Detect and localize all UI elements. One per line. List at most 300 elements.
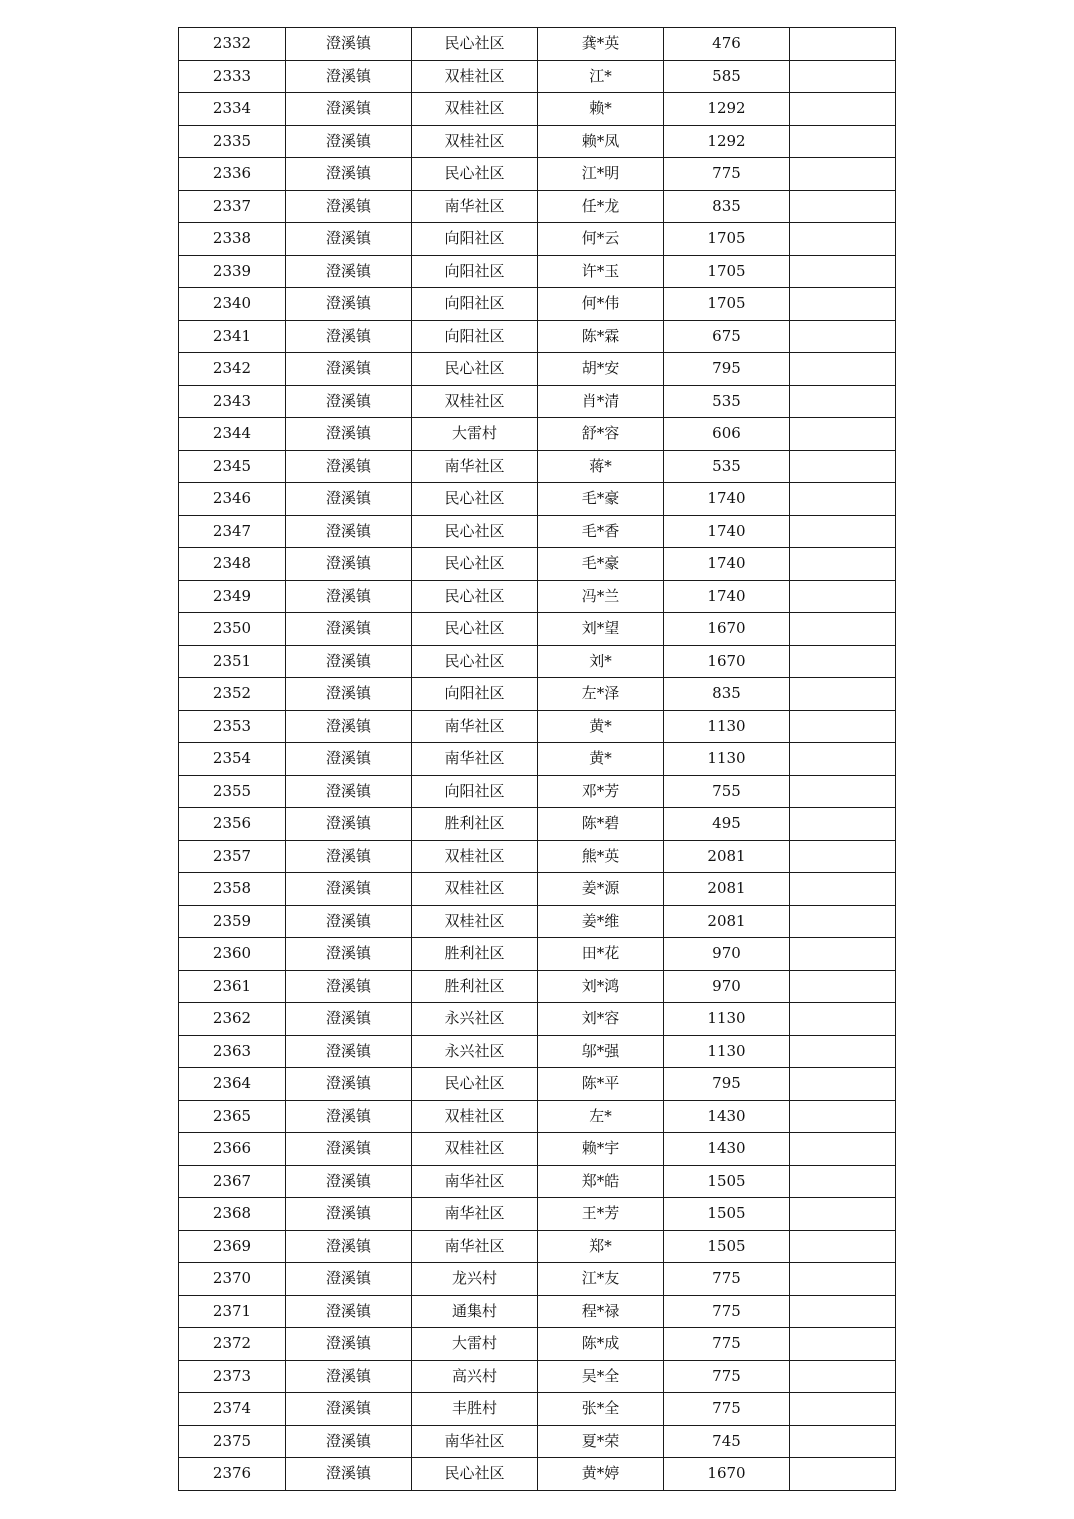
town-cell: 澄溪镇 [286, 483, 412, 516]
serial-number-cell: 2363 [179, 1035, 286, 1068]
community-cell: 胜利社区 [412, 938, 538, 971]
table-row [179, 320, 896, 353]
table-row [179, 938, 896, 971]
town-cell: 澄溪镇 [286, 580, 412, 613]
amount-cell: 970 [664, 938, 790, 971]
town-cell: 澄溪镇 [286, 125, 412, 158]
community-cell: 双桂社区 [412, 93, 538, 126]
remark-cell [790, 1230, 896, 1263]
serial-number-cell: 2362 [179, 1003, 286, 1036]
table-row [179, 548, 896, 581]
table-row [179, 710, 896, 743]
town-cell: 澄溪镇 [286, 1133, 412, 1166]
remark-cell [790, 645, 896, 678]
table-row [179, 743, 896, 776]
remark-cell [790, 1100, 896, 1133]
table-row [179, 1393, 896, 1426]
name-cell: 刘* [538, 645, 664, 678]
town-cell: 澄溪镇 [286, 1360, 412, 1393]
table-row [179, 905, 896, 938]
town-cell: 澄溪镇 [286, 1035, 412, 1068]
community-cell: 双桂社区 [412, 125, 538, 158]
amount-cell: 1130 [664, 710, 790, 743]
community-cell: 双桂社区 [412, 1133, 538, 1166]
serial-number-cell: 2343 [179, 385, 286, 418]
community-cell: 民心社区 [412, 613, 538, 646]
town-cell: 澄溪镇 [286, 1458, 412, 1491]
remark-cell [790, 1165, 896, 1198]
amount-cell: 795 [664, 353, 790, 386]
remark-cell [790, 255, 896, 288]
town-cell: 澄溪镇 [286, 1003, 412, 1036]
serial-number-cell: 2372 [179, 1328, 286, 1361]
amount-cell: 585 [664, 60, 790, 93]
table-row [179, 158, 896, 191]
town-cell: 澄溪镇 [286, 515, 412, 548]
amount-cell: 1705 [664, 288, 790, 321]
town-cell: 澄溪镇 [286, 288, 412, 321]
serial-number-cell: 2354 [179, 743, 286, 776]
remark-cell [790, 1393, 896, 1426]
remark-cell [790, 1263, 896, 1296]
table-row [179, 1003, 896, 1036]
town-cell: 澄溪镇 [286, 1230, 412, 1263]
town-cell: 澄溪镇 [286, 938, 412, 971]
amount-cell: 1430 [664, 1133, 790, 1166]
amount-cell: 1705 [664, 223, 790, 256]
community-cell: 民心社区 [412, 1068, 538, 1101]
community-cell: 大雷村 [412, 418, 538, 451]
name-cell: 刘*望 [538, 613, 664, 646]
name-cell: 毛*豪 [538, 548, 664, 581]
community-cell: 向阳社区 [412, 320, 538, 353]
remark-cell [790, 60, 896, 93]
amount-cell: 1740 [664, 483, 790, 516]
community-cell: 南华社区 [412, 1425, 538, 1458]
serial-number-cell: 2345 [179, 450, 286, 483]
town-cell: 澄溪镇 [286, 320, 412, 353]
community-cell: 南华社区 [412, 743, 538, 776]
town-cell: 澄溪镇 [286, 450, 412, 483]
remark-cell [790, 1068, 896, 1101]
serial-number-cell: 2357 [179, 840, 286, 873]
amount-cell: 535 [664, 450, 790, 483]
name-cell: 郑* [538, 1230, 664, 1263]
amount-cell: 2081 [664, 873, 790, 906]
remark-cell [790, 418, 896, 451]
town-cell: 澄溪镇 [286, 1068, 412, 1101]
community-cell: 民心社区 [412, 353, 538, 386]
name-cell: 王*芳 [538, 1198, 664, 1231]
community-cell: 双桂社区 [412, 840, 538, 873]
town-cell: 澄溪镇 [286, 1263, 412, 1296]
serial-number-cell: 2364 [179, 1068, 286, 1101]
serial-number-cell: 2371 [179, 1295, 286, 1328]
serial-number-cell: 2350 [179, 613, 286, 646]
remark-cell [790, 28, 896, 61]
table-row [179, 1068, 896, 1101]
town-cell: 澄溪镇 [286, 1198, 412, 1231]
name-cell: 蒋* [538, 450, 664, 483]
table-row [179, 353, 896, 386]
amount-cell: 1740 [664, 515, 790, 548]
table-row [179, 1035, 896, 1068]
remark-cell [790, 158, 896, 191]
town-cell: 澄溪镇 [286, 93, 412, 126]
town-cell: 澄溪镇 [286, 1328, 412, 1361]
table-row [179, 1458, 896, 1491]
name-cell: 陈*成 [538, 1328, 664, 1361]
table-row [179, 1230, 896, 1263]
name-cell: 夏*荣 [538, 1425, 664, 1458]
serial-number-cell: 2373 [179, 1360, 286, 1393]
serial-number-cell: 2368 [179, 1198, 286, 1231]
remark-cell [790, 840, 896, 873]
town-cell: 澄溪镇 [286, 1425, 412, 1458]
town-cell: 澄溪镇 [286, 353, 412, 386]
serial-number-cell: 2333 [179, 60, 286, 93]
table-row [179, 1328, 896, 1361]
serial-number-cell: 2353 [179, 710, 286, 743]
serial-number-cell: 2339 [179, 255, 286, 288]
amount-cell: 1670 [664, 1458, 790, 1491]
name-cell: 陈*碧 [538, 808, 664, 841]
table-row [179, 483, 896, 516]
amount-cell: 795 [664, 1068, 790, 1101]
amount-cell: 1430 [664, 1100, 790, 1133]
table-row [179, 678, 896, 711]
table-row [179, 580, 896, 613]
table-row [179, 1425, 896, 1458]
serial-number-cell: 2376 [179, 1458, 286, 1491]
remark-cell [790, 613, 896, 646]
amount-cell: 476 [664, 28, 790, 61]
community-cell: 高兴村 [412, 1360, 538, 1393]
remark-cell [790, 353, 896, 386]
community-cell: 民心社区 [412, 645, 538, 678]
town-cell: 澄溪镇 [286, 255, 412, 288]
serial-number-cell: 2337 [179, 190, 286, 223]
name-cell: 田*花 [538, 938, 664, 971]
serial-number-cell: 2334 [179, 93, 286, 126]
amount-cell: 1670 [664, 645, 790, 678]
table-row [179, 125, 896, 158]
town-cell: 澄溪镇 [286, 970, 412, 1003]
remark-cell [790, 775, 896, 808]
community-cell: 民心社区 [412, 28, 538, 61]
table-row [179, 255, 896, 288]
serial-number-cell: 2352 [179, 678, 286, 711]
amount-cell: 1740 [664, 580, 790, 613]
name-cell: 胡*安 [538, 353, 664, 386]
remark-cell [790, 808, 896, 841]
amount-cell: 2081 [664, 840, 790, 873]
amount-cell: 606 [664, 418, 790, 451]
remark-cell [790, 1198, 896, 1231]
name-cell: 张*全 [538, 1393, 664, 1426]
amount-cell: 775 [664, 1263, 790, 1296]
community-cell: 胜利社区 [412, 970, 538, 1003]
table-row [179, 873, 896, 906]
community-cell: 民心社区 [412, 158, 538, 191]
remark-cell [790, 1425, 896, 1458]
serial-number-cell: 2356 [179, 808, 286, 841]
name-cell: 刘*容 [538, 1003, 664, 1036]
town-cell: 澄溪镇 [286, 743, 412, 776]
serial-number-cell: 2359 [179, 905, 286, 938]
serial-number-cell: 2351 [179, 645, 286, 678]
amount-cell: 495 [664, 808, 790, 841]
amount-cell: 775 [664, 1295, 790, 1328]
name-cell: 刘*鸿 [538, 970, 664, 1003]
amount-cell: 1740 [664, 548, 790, 581]
remark-cell [790, 93, 896, 126]
name-cell: 肖*清 [538, 385, 664, 418]
community-cell: 双桂社区 [412, 60, 538, 93]
serial-number-cell: 2374 [179, 1393, 286, 1426]
community-cell: 民心社区 [412, 548, 538, 581]
name-cell: 黄* [538, 710, 664, 743]
remark-cell [790, 873, 896, 906]
town-cell: 澄溪镇 [286, 613, 412, 646]
name-cell: 毛*香 [538, 515, 664, 548]
table-row [179, 1295, 896, 1328]
town-cell: 澄溪镇 [286, 158, 412, 191]
remark-cell [790, 190, 896, 223]
table-row [179, 613, 896, 646]
amount-cell: 1670 [664, 613, 790, 646]
serial-number-cell: 2366 [179, 1133, 286, 1166]
name-cell: 郑*皓 [538, 1165, 664, 1198]
town-cell: 澄溪镇 [286, 1100, 412, 1133]
serial-number-cell: 2348 [179, 548, 286, 581]
serial-number-cell: 2338 [179, 223, 286, 256]
serial-number-cell: 2349 [179, 580, 286, 613]
name-cell: 黄* [538, 743, 664, 776]
town-cell: 澄溪镇 [286, 60, 412, 93]
name-cell: 邬*强 [538, 1035, 664, 1068]
remark-cell [790, 710, 896, 743]
name-cell: 程*禄 [538, 1295, 664, 1328]
remark-cell [790, 1328, 896, 1361]
community-cell: 南华社区 [412, 1198, 538, 1231]
name-cell: 何*云 [538, 223, 664, 256]
table-row [179, 970, 896, 1003]
serial-number-cell: 2369 [179, 1230, 286, 1263]
serial-number-cell: 2360 [179, 938, 286, 971]
amount-cell: 970 [664, 970, 790, 1003]
amount-cell: 1130 [664, 1035, 790, 1068]
table-row [179, 775, 896, 808]
table-row [179, 28, 896, 61]
town-cell: 澄溪镇 [286, 905, 412, 938]
community-cell: 民心社区 [412, 515, 538, 548]
serial-number-cell: 2367 [179, 1165, 286, 1198]
name-cell: 熊*英 [538, 840, 664, 873]
remark-cell [790, 1133, 896, 1166]
town-cell: 澄溪镇 [286, 190, 412, 223]
amount-cell: 1130 [664, 743, 790, 776]
serial-number-cell: 2341 [179, 320, 286, 353]
serial-number-cell: 2340 [179, 288, 286, 321]
community-cell: 大雷村 [412, 1328, 538, 1361]
remark-cell [790, 938, 896, 971]
amount-cell: 755 [664, 775, 790, 808]
name-cell: 冯*兰 [538, 580, 664, 613]
amount-cell: 1505 [664, 1198, 790, 1231]
name-cell: 陈*霖 [538, 320, 664, 353]
town-cell: 澄溪镇 [286, 418, 412, 451]
name-cell: 江*明 [538, 158, 664, 191]
table-row [179, 1263, 896, 1296]
community-cell: 向阳社区 [412, 223, 538, 256]
town-cell: 澄溪镇 [286, 1165, 412, 1198]
remark-cell [790, 515, 896, 548]
serial-number-cell: 2365 [179, 1100, 286, 1133]
community-cell: 南华社区 [412, 710, 538, 743]
amount-cell: 1292 [664, 125, 790, 158]
table-row [179, 1100, 896, 1133]
name-cell: 姜*源 [538, 873, 664, 906]
remark-cell [790, 678, 896, 711]
remark-cell [790, 548, 896, 581]
community-cell: 双桂社区 [412, 1100, 538, 1133]
table-row [179, 450, 896, 483]
amount-cell: 775 [664, 158, 790, 191]
table-row [179, 190, 896, 223]
serial-number-cell: 2342 [179, 353, 286, 386]
table-row [179, 385, 896, 418]
amount-cell: 835 [664, 190, 790, 223]
table-row [179, 223, 896, 256]
amount-cell: 1505 [664, 1165, 790, 1198]
serial-number-cell: 2347 [179, 515, 286, 548]
remark-cell [790, 320, 896, 353]
town-cell: 澄溪镇 [286, 710, 412, 743]
remark-cell [790, 288, 896, 321]
serial-number-cell: 2361 [179, 970, 286, 1003]
table-body [179, 28, 896, 1491]
serial-number-cell: 2336 [179, 158, 286, 191]
table-row [179, 1165, 896, 1198]
community-cell: 民心社区 [412, 483, 538, 516]
table-row [179, 1360, 896, 1393]
town-cell: 澄溪镇 [286, 1393, 412, 1426]
community-cell: 通集村 [412, 1295, 538, 1328]
serial-number-cell: 2346 [179, 483, 286, 516]
remark-cell [790, 970, 896, 1003]
data-table [178, 27, 896, 1491]
name-cell: 舒*容 [538, 418, 664, 451]
name-cell: 左* [538, 1100, 664, 1133]
serial-number-cell: 2344 [179, 418, 286, 451]
name-cell: 何*伟 [538, 288, 664, 321]
amount-cell: 745 [664, 1425, 790, 1458]
amount-cell: 535 [664, 385, 790, 418]
community-cell: 胜利社区 [412, 808, 538, 841]
table-row [179, 60, 896, 93]
table-row [179, 515, 896, 548]
community-cell: 永兴社区 [412, 1003, 538, 1036]
community-cell: 南华社区 [412, 190, 538, 223]
town-cell: 澄溪镇 [286, 223, 412, 256]
community-cell: 南华社区 [412, 1230, 538, 1263]
table-row [179, 645, 896, 678]
name-cell: 龚*英 [538, 28, 664, 61]
name-cell: 姜*维 [538, 905, 664, 938]
name-cell: 毛*豪 [538, 483, 664, 516]
name-cell: 左*泽 [538, 678, 664, 711]
name-cell: 吴*全 [538, 1360, 664, 1393]
community-cell: 南华社区 [412, 1165, 538, 1198]
table-row [179, 93, 896, 126]
name-cell: 黄*婷 [538, 1458, 664, 1491]
remark-cell [790, 125, 896, 158]
name-cell: 江*友 [538, 1263, 664, 1296]
community-cell: 双桂社区 [412, 385, 538, 418]
table-row [179, 1133, 896, 1166]
community-cell: 向阳社区 [412, 775, 538, 808]
table-row [179, 840, 896, 873]
serial-number-cell: 2332 [179, 28, 286, 61]
remark-cell [790, 450, 896, 483]
community-cell: 民心社区 [412, 580, 538, 613]
remark-cell [790, 1360, 896, 1393]
town-cell: 澄溪镇 [286, 775, 412, 808]
amount-cell: 2081 [664, 905, 790, 938]
amount-cell: 775 [664, 1393, 790, 1426]
remark-cell [790, 1003, 896, 1036]
town-cell: 澄溪镇 [286, 808, 412, 841]
amount-cell: 775 [664, 1360, 790, 1393]
amount-cell: 1505 [664, 1230, 790, 1263]
amount-cell: 1130 [664, 1003, 790, 1036]
town-cell: 澄溪镇 [286, 385, 412, 418]
community-cell: 向阳社区 [412, 288, 538, 321]
table-row [179, 808, 896, 841]
name-cell: 赖*宇 [538, 1133, 664, 1166]
community-cell: 永兴社区 [412, 1035, 538, 1068]
serial-number-cell: 2370 [179, 1263, 286, 1296]
name-cell: 江* [538, 60, 664, 93]
community-cell: 双桂社区 [412, 873, 538, 906]
name-cell: 许*玉 [538, 255, 664, 288]
name-cell: 任*龙 [538, 190, 664, 223]
amount-cell: 835 [664, 678, 790, 711]
community-cell: 双桂社区 [412, 905, 538, 938]
town-cell: 澄溪镇 [286, 873, 412, 906]
community-cell: 龙兴村 [412, 1263, 538, 1296]
amount-cell: 1292 [664, 93, 790, 126]
town-cell: 澄溪镇 [286, 645, 412, 678]
town-cell: 澄溪镇 [286, 548, 412, 581]
remark-cell [790, 1035, 896, 1068]
remark-cell [790, 483, 896, 516]
remark-cell [790, 743, 896, 776]
community-cell: 向阳社区 [412, 255, 538, 288]
remark-cell [790, 1295, 896, 1328]
name-cell: 邓*芳 [538, 775, 664, 808]
serial-number-cell: 2355 [179, 775, 286, 808]
table-row [179, 288, 896, 321]
amount-cell: 775 [664, 1328, 790, 1361]
community-cell: 丰胜村 [412, 1393, 538, 1426]
town-cell: 澄溪镇 [286, 1295, 412, 1328]
town-cell: 澄溪镇 [286, 840, 412, 873]
community-cell: 南华社区 [412, 450, 538, 483]
town-cell: 澄溪镇 [286, 678, 412, 711]
remark-cell [790, 905, 896, 938]
